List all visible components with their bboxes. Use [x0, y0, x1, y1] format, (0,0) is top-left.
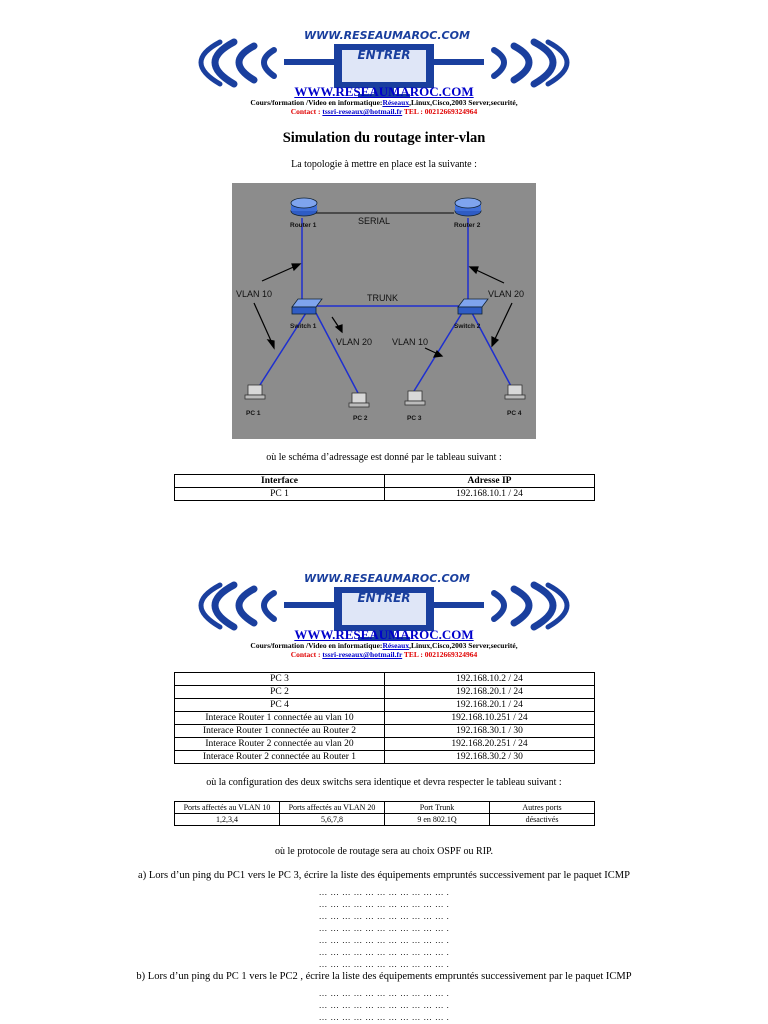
contact-line — [0, 650, 768, 659]
table2-cell: 192.168.10.251 / 24 — [385, 712, 595, 725]
pc-3-icon — [405, 391, 425, 405]
vlan10-left-label: VLAN 10 — [236, 289, 273, 299]
table-row — [175, 725, 595, 738]
pc-4-label: PC 4 — [507, 410, 522, 417]
table3-cell: 9 en 802.1Q — [385, 814, 490, 826]
courses-link[interactable]: Réseaux — [382, 641, 410, 650]
table1-header-interface: Interface — [175, 475, 385, 488]
table2-cell: PC 4 — [175, 699, 385, 712]
site-link[interactable]: WWW.RESEAUMAROC.COM — [294, 84, 474, 99]
pc-4-icon — [505, 385, 525, 399]
addressing-table-1 — [174, 474, 595, 501]
switch-2-label: Switch 2 — [454, 323, 481, 330]
table2-cell: 192.168.20.251 / 24 — [385, 738, 595, 751]
answer-line[interactable]: … … … … … … … … … … … . — [318, 1012, 450, 1022]
table2-cell: Interace Router 2 connectée au vlan 20 — [175, 738, 385, 751]
answer-line[interactable]: … … … … … … … … … … … . — [318, 947, 450, 957]
table-row — [175, 699, 595, 712]
pc-2-icon — [349, 393, 369, 407]
logo-enter-button[interactable]: ENTRER — [357, 48, 411, 62]
table3-cell: 1,2,3,4 — [175, 814, 280, 826]
pc-1-label: PC 1 — [246, 410, 261, 417]
question-a-prefix: a) Lors d’un ping du PC1 vers le PC 3 — [138, 870, 299, 881]
vlan20-mid-label: VLAN 20 — [336, 337, 373, 347]
contact-label: Contact : — [290, 650, 323, 659]
courses-suffix: ,Linux,Cisco,2003 Server,securité, — [409, 98, 518, 107]
courses-prefix: Cours/formation /Video en informatique: — [250, 641, 383, 650]
question-b — [0, 971, 768, 982]
addressing-intro: où le schéma d’adressage est donné par le tableau suivant : — [266, 452, 502, 463]
contact-tel: TEL : 00212669324964 — [402, 650, 478, 659]
question-a-suffix: , écrire la liste des équipements empruntés successivement par le paquet ICMP — [298, 870, 630, 881]
courses-prefix: Cours/formation /Video en informatique: — [250, 98, 383, 107]
answer-line[interactable]: … … … … … … … … … … … . — [318, 911, 450, 921]
courses-line — [0, 641, 768, 650]
table3-header: Ports affectés au VLAN 20 — [280, 802, 385, 814]
table-row — [175, 814, 595, 826]
logo-enter-button[interactable]: ENTRER — [357, 591, 411, 605]
table2-cell: Interace Router 1 connectée au vlan 10 — [175, 712, 385, 725]
switch-1-label: Switch 1 — [290, 323, 317, 330]
answer-line[interactable]: … … … … … … … … … … … . — [318, 899, 450, 909]
switch-intro: où la configuration des deux switchs sera identique et devra respecter le tableau suivant : — [206, 777, 562, 788]
table1-cell: 192.168.10.1 / 24 — [385, 488, 595, 501]
switch-config-table — [174, 801, 595, 826]
table2-cell: 192.168.20.1 / 24 — [385, 699, 595, 712]
table1-header-ip: Adresse IP — [385, 475, 595, 488]
vlan10-mid-label: VLAN 10 — [392, 337, 429, 347]
question-b-prefix: b) Lors d’un ping du PC — [136, 971, 239, 982]
table3-header: Port Trunk — [385, 802, 490, 814]
contact-line — [0, 107, 768, 116]
switch-2-icon — [458, 299, 488, 314]
table3-header: Ports affectés au VLAN 10 — [175, 802, 280, 814]
courses-line — [0, 98, 768, 107]
answer-line[interactable]: … … … … … … … … … … … . — [318, 935, 450, 945]
courses-link[interactable]: Réseaux — [382, 98, 410, 107]
answer-line[interactable]: … … … … … … … … … … … . — [318, 923, 450, 933]
routing-text: où le protocole de routage sera au choix OSPF ou RIP. — [274, 846, 494, 857]
table3-cell: désactivés — [490, 814, 595, 826]
contact-email-link[interactable]: tssri-reseaux@hotmail.fr — [322, 107, 403, 116]
vlan20-right-label: VLAN 20 — [488, 289, 525, 299]
table2-cell: 192.168.20.1 / 24 — [385, 686, 595, 699]
table-row — [175, 686, 595, 699]
logo-url-text: WWW.RESEAUMAROC.COM — [304, 29, 470, 42]
table3-header: Autres ports — [490, 802, 595, 814]
router-2-icon — [455, 198, 481, 216]
table2-cell: Interace Router 2 connectée au Router 1 — [175, 751, 385, 764]
table3-cell: 5,6,7,8 — [280, 814, 385, 826]
table-row — [175, 738, 595, 751]
answer-line[interactable]: … … … … … … … … … … … . — [318, 959, 450, 969]
contact-label: Contact : — [290, 107, 323, 116]
table2-cell: PC 3 — [175, 673, 385, 686]
page-title: Simulation du routage inter-vlan — [282, 130, 486, 146]
serial-label: SERIAL — [358, 216, 391, 226]
logo-url-text: WWW.RESEAUMAROC.COM — [304, 572, 470, 585]
pc-1-icon — [245, 385, 265, 399]
table-row — [175, 751, 595, 764]
table2-cell: Interace Router 1 connectée au Router 2 — [175, 725, 385, 738]
table-row — [175, 712, 595, 725]
topology-diagram — [232, 183, 536, 439]
answer-line[interactable]: … … … … … … … … … … … . — [318, 988, 450, 998]
table2-cell: 192.168.30.1 / 30 — [385, 725, 595, 738]
table2-cell: PC 2 — [175, 686, 385, 699]
table2-cell: 192.168.10.2 / 24 — [385, 673, 595, 686]
answer-line[interactable]: … … … … … … … … … … … . — [318, 887, 450, 897]
question-a — [0, 870, 768, 881]
table2-cell: 192.168.30.2 / 30 — [385, 751, 595, 764]
router-1-icon — [291, 198, 317, 216]
answer-lines-b[interactable] — [0, 987, 768, 1023]
table1-cell: PC 1 — [175, 488, 385, 501]
trunk-label: TRUNK — [367, 293, 398, 303]
router-2-label: Router 2 — [454, 222, 481, 229]
pc-2-label: PC 2 — [353, 415, 368, 422]
answer-line[interactable]: … … … … … … … … … … … . — [318, 1000, 450, 1010]
table-row — [175, 488, 595, 501]
intro-text: La topologie à mettre en place est la suivante : — [291, 159, 477, 170]
pc-3-label: PC 3 — [407, 415, 422, 422]
contact-email-link[interactable]: tssri-reseaux@hotmail.fr — [322, 650, 403, 659]
table-row — [175, 673, 595, 686]
site-link[interactable]: WWW.RESEAUMAROC.COM — [294, 627, 474, 642]
addressing-table-2 — [174, 672, 595, 764]
answer-lines-a[interactable] — [0, 886, 768, 970]
router-1-label: Router 1 — [290, 222, 317, 229]
question-b-suffix: 1 vers le PC2 , écrire la liste des équipements empruntés successivement par le paquet ICMP — [238, 971, 632, 982]
courses-suffix: ,Linux,Cisco,2003 Server,securité, — [409, 641, 518, 650]
arrow-vlan10-down — [254, 303, 272, 343]
contact-tel: TEL : 00212669324964 — [402, 107, 478, 116]
arrow-vlan20-down — [494, 303, 512, 341]
